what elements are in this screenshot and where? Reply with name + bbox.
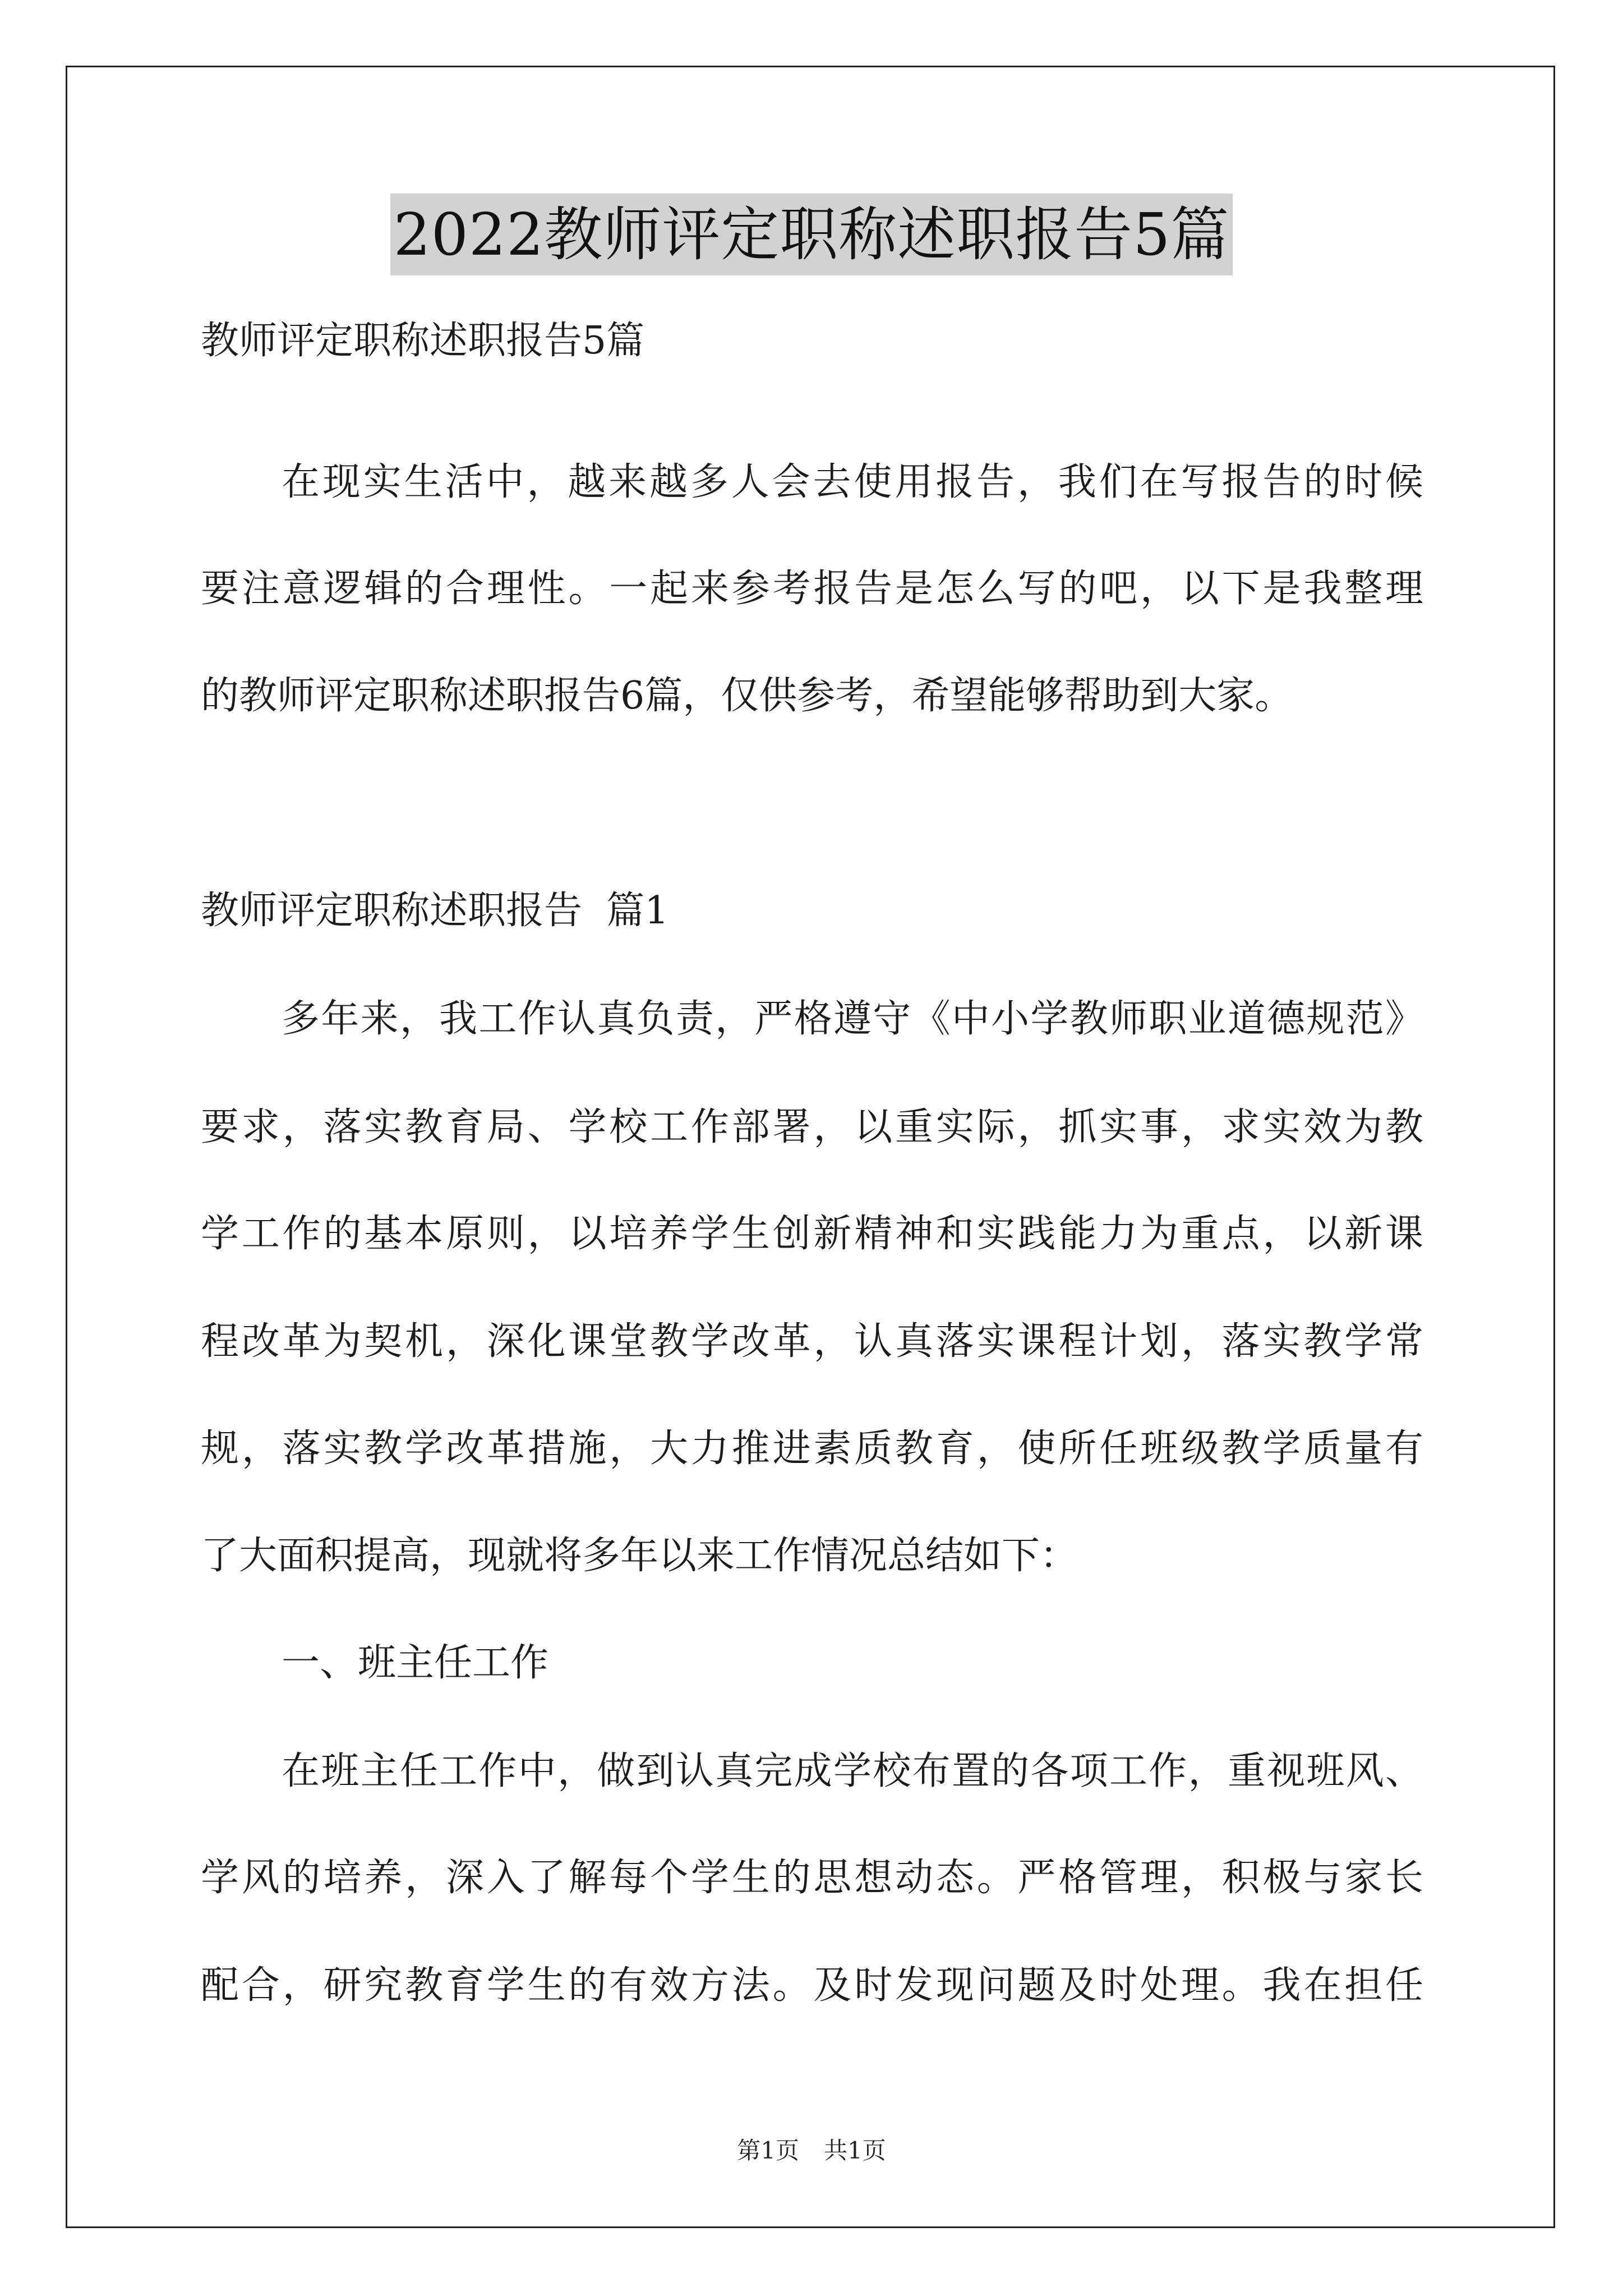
- document-title: 2022教师评定职称述职报告5篇: [390, 194, 1233, 275]
- subsection-heading: 一、班主任工作: [282, 1641, 549, 1685]
- document-subtitle: 教师评定职称述职报告5篇: [201, 319, 645, 363]
- section-heading: 教师评定职称述职报告 篇1: [201, 889, 669, 933]
- subsection-line-3: 配合，研究教育学生的有效方法。及时发现问题及时处理。我在担任: [201, 1963, 1423, 2008]
- subsection-line-2: 学风的培养，深入了解每个学生的思想动态。严格管理，积极与家长: [201, 1856, 1423, 1900]
- body-line-4: 程改革为契机，深化课堂教学改革，认真落实课程计划，落实教学常: [201, 1319, 1423, 1364]
- page-number: 第1页: [737, 2137, 799, 2164]
- intro-line-3: 的教师评定职称述职报告6篇，仅供参考，希望能够帮助到大家。: [201, 674, 1293, 718]
- body-line-1: 多年来，我工作认真负责，严格遵守《中小学教师职业道德规范》: [282, 997, 1423, 1041]
- page-footer: [0, 2135, 1623, 2166]
- page-total: 共1页: [824, 2137, 886, 2164]
- subsection-line-1: 在班主任工作中，做到认真完成学校布置的各项工作，重视班风、: [282, 1749, 1423, 1793]
- body-line-5: 规，落实教学改革措施，大力推进素质教育，使所任班级教学质量有: [201, 1427, 1423, 1471]
- intro-line-1: 在现实生活中，越来越多人会去使用报告，我们在写报告的时候: [282, 460, 1423, 504]
- body-line-3: 学工作的基本原则，以培养学生创新精神和实践能力为重点，以新课: [201, 1212, 1423, 1256]
- body-line-6: 了大面积提高，现就将多年以来工作情况总结如下：: [201, 1534, 1078, 1578]
- title-container: [0, 194, 1623, 275]
- body-line-2: 要求，落实教育局、学校工作部署，以重实际，抓实事，求实效为教: [201, 1105, 1423, 1149]
- intro-line-2: 要注意逻辑的合理性。一起来参考报告是怎么写的吧，以下是我整理: [201, 567, 1423, 611]
